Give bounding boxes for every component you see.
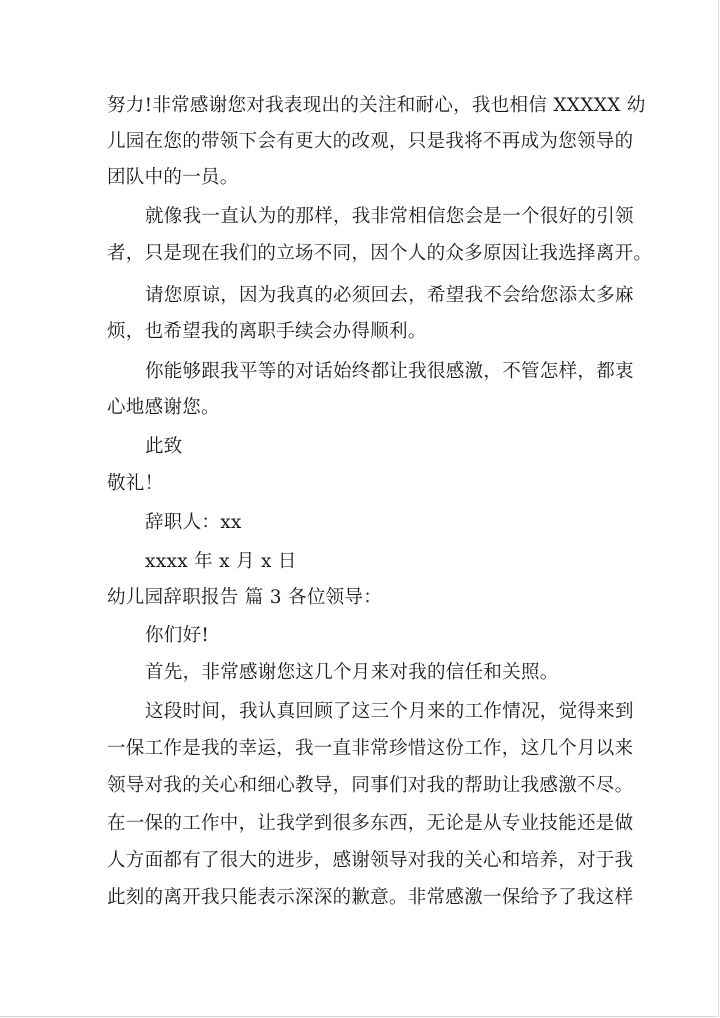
text-line: 一保工作是我的幸运，我一直非常珍惜这份工作，这几个月以来 (107, 738, 634, 759)
text-line: 首先，非常感谢您这几个月来对我的信任和关照。 (145, 662, 559, 683)
greeting-line: 你们好! (145, 625, 210, 646)
signature-line: 辞职人：xx (145, 512, 242, 533)
section-heading: 幼儿园辞职报告 篇 3 各位领导： (107, 587, 383, 608)
text-line: 就像我一直认为的那样，我非常相信您会是一个很好的引领 (145, 206, 634, 227)
text-line: 团队中的一员。 (107, 167, 239, 188)
text-line: 努力!非常感谢您对我表现出的关注和耐心，我也相信 XXXXX 幼 (107, 95, 646, 116)
text-line: 者，只是现在我们的立场不同，因个人的众多原因让我选择离开。 (107, 243, 653, 264)
text-line: 你能够跟我平等的对话始终都让我很感激，不管怎样，都衷 (145, 361, 634, 382)
text-line: 烦，也希望我的离职手续会办得顺利。 (107, 321, 427, 342)
text-line: 心地感谢您。 (107, 397, 220, 418)
text-line: 这段时间，我认真回顾了这三个月来的工作情况，觉得来到 (145, 701, 634, 722)
text-line: 儿园在您的带领下会有更大的改观，只是我将不再成为您领导的 (107, 131, 634, 152)
text-line: 领导对我的关心和细心教导，同事们对我的帮助让我感激不尽。 (107, 775, 634, 796)
text-line: 在一保的工作中，让我学到很多东西，无论是从专业技能还是做 (107, 813, 634, 834)
text-line: 人方面都有了很大的进步，感谢领导对我的关心和培养，对于我 (107, 850, 634, 871)
salutation-line: 敬礼！ (107, 473, 164, 494)
text-line: 请您原谅，因为我真的必须回去，希望我不会给您添太多麻 (145, 285, 634, 306)
closing-line: 此致 (145, 436, 183, 457)
date-line: xxxx 年 x 月 x 日 (145, 551, 297, 572)
text-line: 此刻的离开我只能表示深深的歉意。非常感激一保给予了我这样 (107, 887, 634, 908)
